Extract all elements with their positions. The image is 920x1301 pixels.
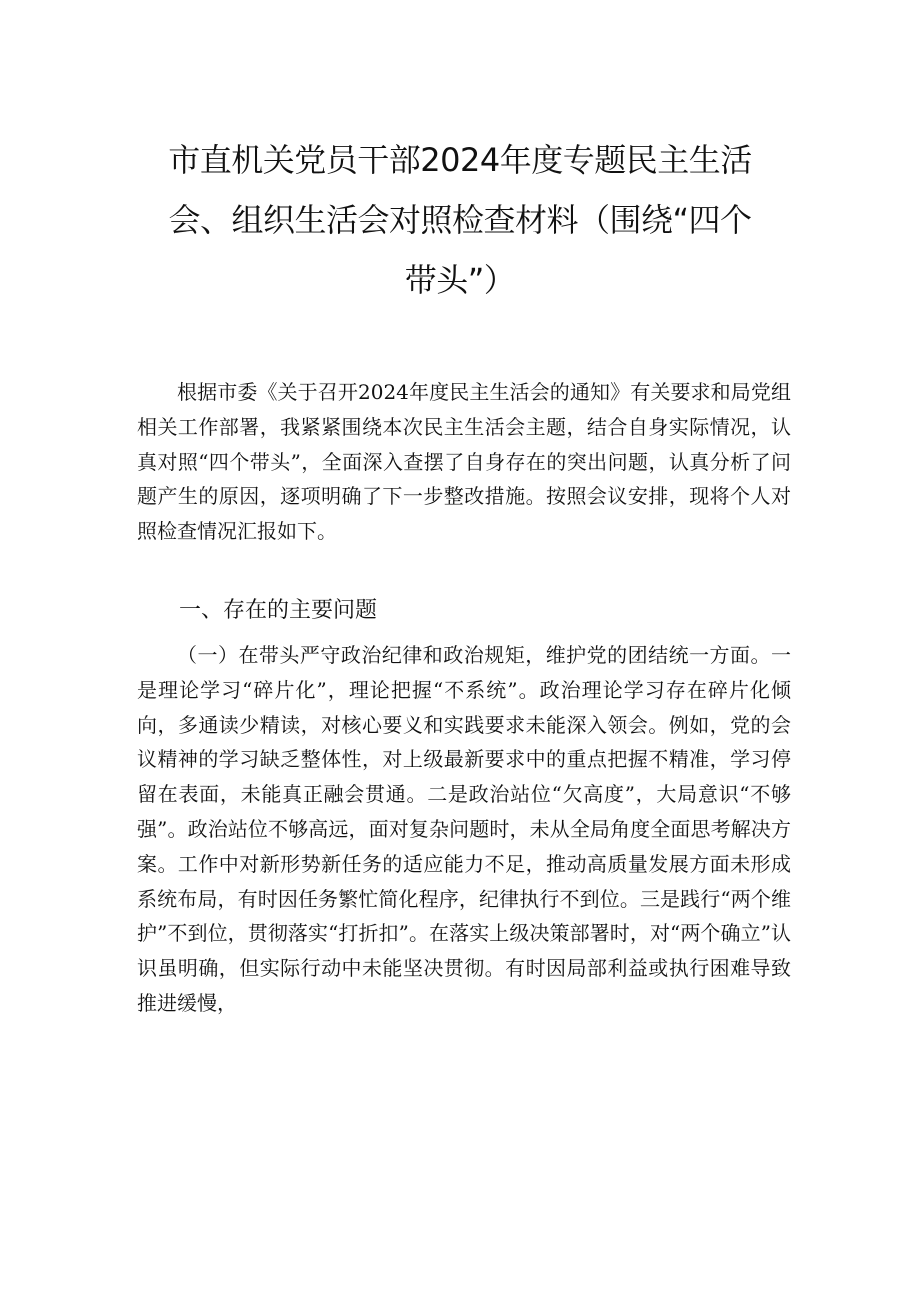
- intro-section: [137, 375, 791, 549]
- subsection-paragraph: （一）在带头严守政治纪律和政治规矩，维护党的团结统一方面。一是理论学习“碎片化”，理论把握“不系统”。政治理论学习存在碎片化倾向，多通读少精读，对核心要义和实践要求未能深入领会。例如，党的会议精神的学习缺乏整体性，对上级最新要求中的重点把握不精准，学习停留在表面，未能真正融会贯通。二是政治站位“欠高度”，大局意识“不够强”。政治站位不够高远，面对复杂问题时，未从全局角度全面思考解决方案。工作中对新形势新任务的适应能力不足，推动高质量发展方面未形成系统布局，有时因任务繁忙简化程序，纪律执行不到位。三是践行“两个维护”不到位，贯彻落实“打折扣”。在落实上级决策部署时，对“两个确立”认识虽明确，但实际行动中未能坚决贯彻。有时因局部利益或执行困难导致推进缓慢，: [137, 643, 791, 1015]
- section-heading: 一、存在的主要问题: [179, 598, 378, 623]
- subsection-body: [137, 638, 791, 1021]
- title-line-3: 带头”）: [404, 261, 516, 299]
- intro-paragraph: 根据市委《关于召开2024年度民主生活会的通知》有关要求和局党组相关工作部署，我紧紧围绕本次民主生活会主题，结合自身实际情况，认真对照“四个带头”，全面深入查摆了自身存在的突出问题，认真分析了问题产生的原因，逐项明确了下一步整改措施。按照会议安排，现将个人对照检查情况汇报如下。: [137, 380, 791, 544]
- title-line-2: 会、组织生活会对照检查材料（围绕“四个: [168, 201, 752, 239]
- title-line-1: 市直机关党员干部2024年度专题民主生活: [168, 141, 752, 179]
- document-title: [110, 130, 810, 310]
